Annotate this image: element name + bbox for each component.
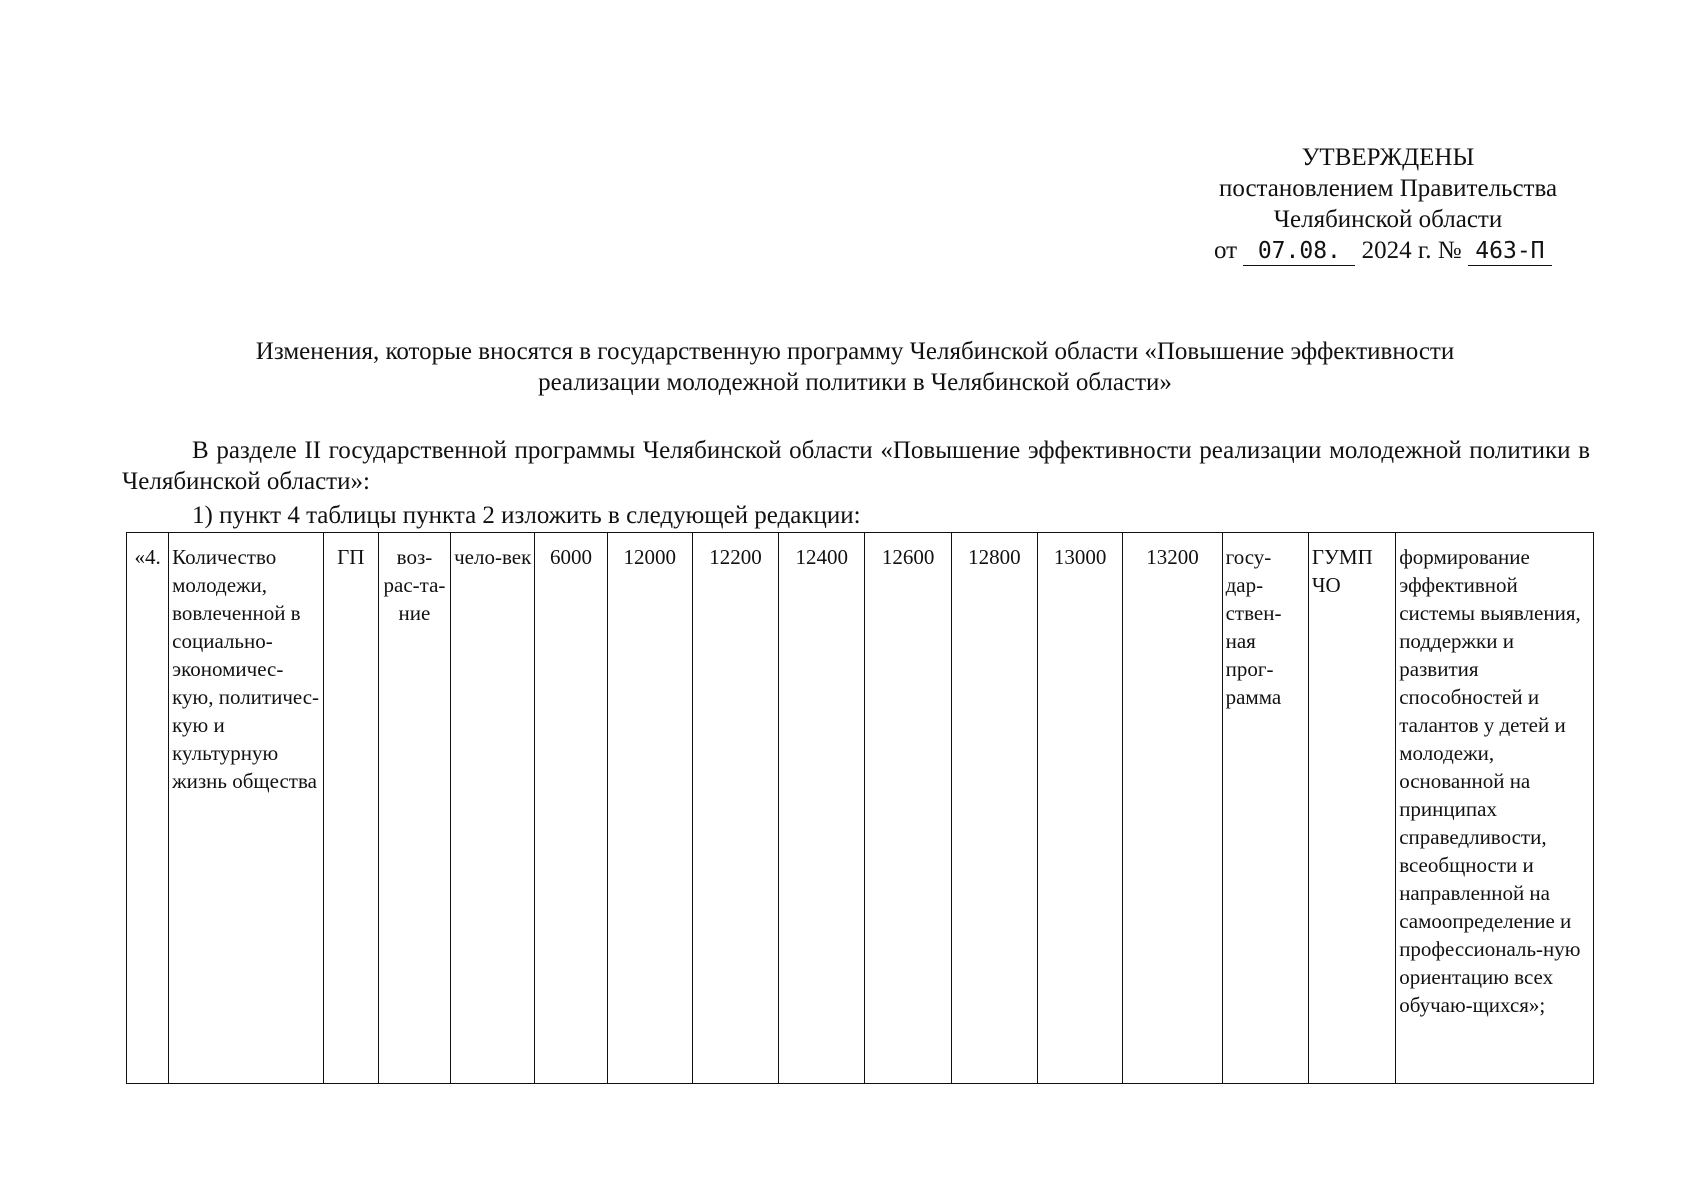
value-cell: 6000 (535, 533, 607, 1084)
document-title (120, 336, 1590, 398)
indicator-type-cell: ГП (323, 533, 378, 1084)
approval-stamp (1178, 142, 1598, 266)
year-and-number-label: 2024 г. № (1361, 237, 1462, 264)
title-line-1: Изменения, которые вносятся в государственную программу Челябинской области «Повышение эффективности (255, 338, 1455, 365)
intro-paragraph: В разделе II государственной программы Челябинской области «Повышение эффективности реализации молодежной политики в Челябинской области»: (122, 437, 1590, 495)
unit-cell: чело-век (451, 533, 535, 1084)
handwritten-number: 463-П (1468, 237, 1552, 266)
source-cell: госу-дар-ствен-ная прог-рамма (1222, 533, 1308, 1084)
value-cell: 12000 (607, 533, 692, 1084)
responsible-cell: ГУМП ЧО (1308, 533, 1395, 1084)
approval-date-line (1178, 235, 1598, 266)
handwritten-date: 07.08. (1243, 237, 1355, 266)
date-prefix: от (1214, 237, 1238, 264)
approval-line-region: Челябинской области (1273, 206, 1503, 233)
value-cell: 12600 (865, 533, 951, 1084)
value-cell: 12800 (951, 533, 1037, 1084)
indicator-cell: Количество молодежи, вовлеченной в социально-экономичес-кую, политичес-кую и культурную жизнь общества (169, 533, 324, 1084)
goal-cell: формирование эффективной системы выявления, поддержки и развития способностей и талантов у детей и молодежи, основанной на принципах справедливости, всеобщности и направленной на самоопределение и профессиональ-ную ориентацию всех обучаю-щихся»; (1396, 533, 1594, 1084)
table-row (127, 533, 1594, 1084)
amendment-table (126, 532, 1594, 1084)
row-number-cell: «4. (127, 533, 169, 1084)
value-cell: 13000 (1038, 533, 1123, 1084)
approval-heading: УТВЕРЖДЕНЫ (1301, 144, 1475, 171)
approval-line-resolution: постановлением Правительства (1218, 175, 1558, 202)
value-cell: 12400 (779, 533, 865, 1084)
direction-cell: воз-рас-та-ние (378, 533, 450, 1084)
item-1-text: 1) пункт 4 таблицы пункта 2 изложить в следующей редакции: (192, 502, 861, 529)
title-line-2: реализации молодежной политики в Челябинской области» (538, 369, 1172, 396)
value-cell: 13200 (1123, 533, 1222, 1084)
value-cell: 12200 (692, 533, 778, 1084)
